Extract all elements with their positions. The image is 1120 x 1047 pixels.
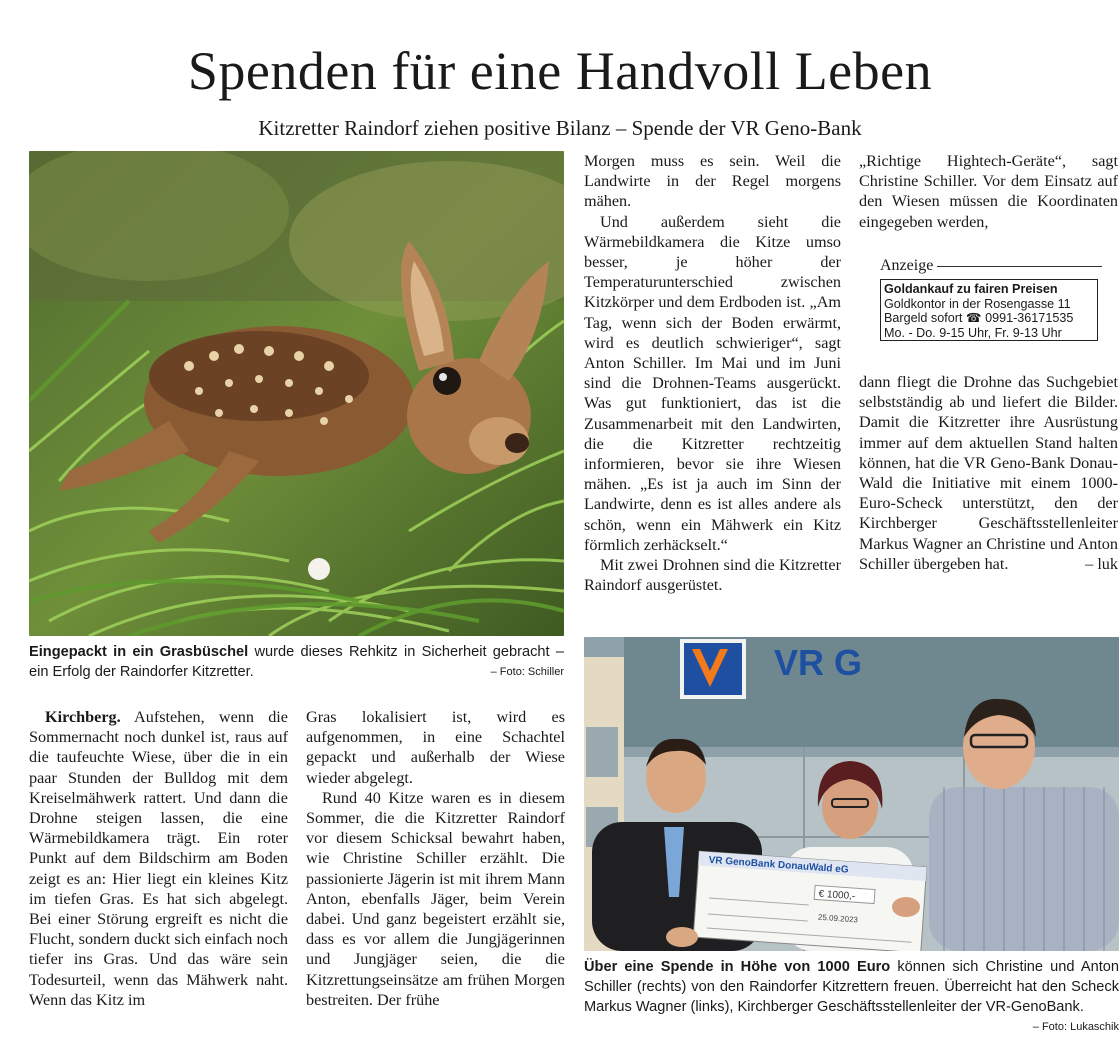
headline: Spenden für eine Handvoll Leben (187, 41, 933, 101)
article-column-4-top (859, 151, 1118, 232)
ad-box (880, 279, 1098, 341)
article-column-1 (29, 707, 288, 1010)
paragraph: Rund 40 Kitze waren es in diesem Sommer, die die Kitzretter Raindorf vor diesem Schicksal bewahrt haben, wie Christine Schiller erzählt. Die passionierte Jägerin ist mit ihrem Mann Anton, ebenfalls Jäger, beim Verein dabei. Und ganz begeistert erzählt sie, dass es vor allem die Jungjägerinnen und Jungjäger seien, die die Kitzrettungseinsätze am frühen Morgen bestreiten. Der frühe (306, 788, 565, 1009)
photo-credit: – Foto: Lukaschik (1032, 1021, 1119, 1033)
cheque-handover-image (584, 637, 1119, 951)
paragraph: dann fliegt die Drohne das Suchgebiet selbstständig ab und liefert die Bilder. Damit die Kitzretter ihre Ausrüstung immer auf dem aktuellen Stand halten können, hat die VR Geno-Bank Donau-Wald die Initiative mit einem 1000-Euro-Scheck unterstützt, den der Kirchberger Geschäftsstellenleiter Markus Wagner an Christine und Anton Schiller übergeben hat. (859, 373, 1118, 573)
article-column-4-bottom (859, 372, 1118, 574)
ad-line: Mo. - Do. 9-15 Uhr, Fr. 9-13 Uhr (884, 325, 1062, 340)
photo-cheque-caption (584, 957, 1119, 1037)
ad-label-text: Anzeige (880, 257, 934, 274)
ad-line: Bargeld sofort ☎ 0991-36171535 (884, 311, 1074, 325)
cheque-amount: € 1000,- (818, 888, 856, 903)
caption-text: können sich Christine und Anton Schiller (rechts) von den Raindorfer Kitzrettern freuen. Überreicht hat den Scheck Markus Wagner (links), Kirchberger Geschäftsstellenleiter der VR-GenoBank. (584, 959, 1119, 1015)
cheque-date: 25.09.2023 (817, 912, 859, 925)
photo-credit: – Foto: Schiller (490, 666, 564, 678)
paragraph: Gras lokalisiert ist, wird es aufgenommen, in eine Schachtel gepackt und außerhalb der Wiese wieder abgelegt. (306, 708, 565, 787)
caption-text: wurde dieses Rehkitz in Sicherheit gebracht – ein Erfolg der Raindorfer Kitzretter. (29, 644, 564, 680)
fawn-image (29, 151, 564, 636)
article-column-2 (306, 707, 565, 1010)
photo-fawn (29, 151, 564, 636)
article-column-3 (584, 151, 841, 595)
bank-sign-text: VR G (774, 642, 863, 683)
cheque-bank-name: VR GenoBank DonauWald eG (708, 854, 849, 876)
subheadline: Kitzretter Raindorf ziehen positive Bilanz – Spende der VR Geno-Bank (258, 116, 862, 140)
ad-divider (937, 266, 1102, 267)
ad-label (880, 256, 1102, 276)
caption-bold: Über eine Spende in Höhe von 1000 Euro (584, 959, 891, 975)
photo-fawn-caption (29, 642, 564, 682)
caption-bold: Eingepackt in ein Grasbüschel (29, 644, 249, 660)
ad-title: Goldankauf zu fairen Preisen (884, 282, 1058, 296)
paragraph: Aufstehen, wenn die Sommernacht noch dunkel ist, raus auf die taufeuchte Wiese, über die in ein paar Stunden der Bulldog mit dem Kreiselmähwerk rattert. Und dann die Drohne steigen lassen, die eine Wärmebildkamera trägt. Ein roter Punkt auf dem Bildschirm am Boden zeigt es an: Hier liegt ein kleines Kitz im tiefen Gras. Es hat sich abgelegt. Bei einer Störung ergreift es nicht die Flucht, sondern duckt sich einfach noch tiefer ins Gras. Und das wäre sein Todesurteil, wenn das Mähwerk naht. Wenn das Kitz im (29, 708, 288, 1009)
photo-cheque-handover (584, 637, 1119, 951)
paragraph: Und außerdem sieht die Wärmebildkamera die Kitze umso besser, je höher der Temperaturunterschied zwischen Kitzkörper und dem Erdboden ist. „Am Tag, wenn sich der Boden erwärmt, wird es deutlich schwieriger“, sagt Anton Schiller. Im Mai und im Juni sind die Drohnen-Teams ausgerückt. Was gut funktioniert, das ist die Zusammenarbeit mit den Landwirten, die die Kitzretter rechtzeitig informieren, bevor sie ihre Wiesen mähen. „Es ist ja auch im Sinn der Landwirte, denn es ist alles andere als schön, wenn ein Mähwerk ein Kitz förmlich zerhäckselt.“ (584, 212, 841, 554)
ad-line: Goldkontor in der Rosengasse 11 (884, 296, 1071, 311)
paragraph: Morgen muss es sein. Weil die Landwirte in der Regel morgens mähen. (584, 152, 841, 211)
paragraph: Mit zwei Drohnen sind die Kitzretter Raindorf ausgerüstet. (584, 556, 841, 595)
author-signature: – luk (1085, 555, 1118, 574)
dateline: Kirchberg. (45, 708, 121, 726)
paragraph: „Richtige Hightech-Geräte“, sagt Christine Schiller. Vor dem Einsatz auf den Wiesen müssen die Koordinaten eingegeben werden, (859, 152, 1118, 231)
